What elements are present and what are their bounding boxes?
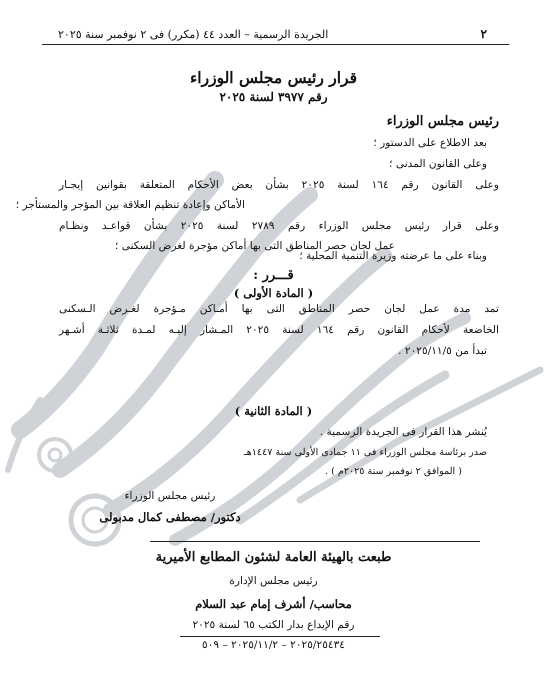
preamble-line: وبناء على ما عرضته وزيرة التنمية المحلية ؛ — [299, 250, 487, 262]
article2-line: يُنشر هذا القرار فى الجريدة الرسمية . — [319, 426, 487, 438]
deposit-number: رقم الإيداع بدار الكتب ٦٥ لسنة ٢٠٢٥ — [192, 619, 355, 631]
article1-line: تمد مدة عمل لجان حصر المناطق التى بها أمـاكن مـؤجرة لغـرض الـسكنى — [59, 303, 499, 315]
preamble-line: الأماكن وإعادة تنظيم العلاقة بين المؤجر والمستأجر ؛ — [15, 199, 245, 211]
code-divider — [180, 636, 380, 637]
print-code: ٢٠٢٥/٢٥٤٣٤ – ٢٠٢٥/١١/٢ – ٥٠٩ — [202, 639, 345, 651]
preamble-line: بعد الاطلاع على الدستور ؛ — [373, 137, 487, 149]
page-number: ٢ — [480, 27, 487, 41]
preamble-line: عمل لجان حصر المناطق التى بها أماكن مؤجرة لغرض السكنى ؛ — [115, 240, 395, 252]
running-header: الجريدة الرسمية – العدد ٤٤ (مكرر) فى ٢ نوفمبر سنة ٢٠٢٥ — [58, 28, 329, 41]
preamble-line: وعلى القانون رقم ١٦٤ لسنة ٢٠٢٥ بشأن بعض الأحكام المتعلقة بقوانين إيجـار — [59, 179, 499, 191]
decree-title: قرار رئيس مجلس الوزراء — [190, 68, 357, 87]
footer-divider — [150, 541, 480, 542]
decree-number: رقم ٣٩٧٧ لسنة ٢٠٢٥ — [219, 90, 328, 104]
issued-line: ( الموافق ٢ نوفمبر سنة ٢٠٢٥م ) . — [325, 466, 462, 477]
signature-role: رئيس مجلس الوزراء — [124, 490, 216, 502]
article2-title: ( المادة الثانية ) — [234, 404, 313, 418]
accountant-name: محاسب/ أشرف إمام عبد السلام — [195, 597, 352, 611]
article1-line: تبدأ من ٢٠٢٥/١١/٥ . — [398, 345, 487, 357]
header-divider — [42, 44, 509, 45]
decides-heading: قـــرر : — [253, 268, 294, 283]
board-chair-label: رئيس مجلس الإدارة — [229, 575, 318, 587]
issued-line: صدر برئاسة مجلس الوزراء فى ١١ جمادى الأولى سنة ١٤٤٧هـ — [243, 447, 487, 458]
article1-line: الخاضعة لأحكام القانون رقم ١٦٤ لسنة ٢٠٢٥ المـشار إليـه لمـدة ثلاثـة أشـهر — [59, 324, 499, 336]
preamble-line: وعلى قرار رئيس مجلس الوزراء رقم ٢٧٨٩ لسنة ٢٠٢٥ بشأن قواعـد ونظـام — [59, 220, 499, 232]
signature-name: دكتور/ مصطفى كمال مدبولى — [99, 510, 241, 524]
printer-imprint: طبعت بالهيئة العامة لشئون المطابع الأميرية — [155, 550, 392, 565]
preamble-line: وعلى القانون المدنى ؛ — [389, 158, 487, 170]
issuer-heading: رئيس مجلس الوزراء — [386, 114, 499, 129]
article1-title: ( المادة الأولى ) — [233, 286, 314, 300]
